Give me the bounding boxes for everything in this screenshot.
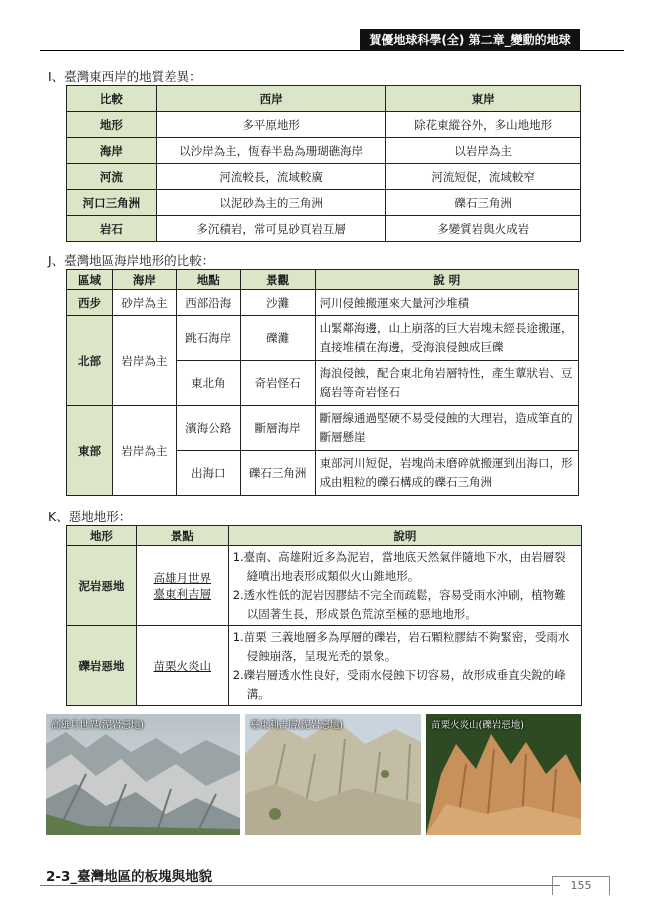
- table-coast-geology: [66, 85, 581, 242]
- table-cell: 以岩岸為主: [386, 138, 581, 164]
- section-k-title: K、惡地地形：: [48, 509, 132, 524]
- page-number: 155: [552, 876, 610, 895]
- desc-item: 1.臺南、高雄附近多為泥岩，當地底天然氣伴隨地下水，由岩層裂縫噴出地表形成類似火山錐地形。: [232, 549, 566, 583]
- photo-caption: 高雄月世界(泥岩惡地): [51, 720, 144, 731]
- table-cell: 奇岩怪石: [240, 361, 315, 406]
- header-cell: 說明: [228, 526, 581, 546]
- region-cell: 東部: [67, 406, 113, 496]
- table-cell: 河流較長，流域較廣: [156, 164, 386, 190]
- table-cell: 岩岸為主: [112, 316, 176, 406]
- photo-lijia: [245, 714, 421, 835]
- badland-photo-image: [46, 714, 240, 835]
- header-cell: 海岸: [112, 270, 176, 290]
- region-cell: 西步: [67, 290, 113, 316]
- footer-rule: [40, 885, 560, 886]
- photo-moon-world: [46, 714, 240, 835]
- desc-cell: [228, 546, 581, 626]
- header-cell: 西岸: [156, 86, 386, 112]
- header-cell: 說 明: [315, 270, 578, 290]
- table-header-row: [67, 86, 581, 112]
- desc-item: 2.礫岩層透水性良好，受雨水侵蝕下切容易，故形成垂直尖銳的峰溝。: [232, 667, 566, 701]
- desc-cell: [228, 626, 581, 706]
- table-coastal-landforms: [66, 269, 579, 496]
- table-cell: 沙灘: [240, 290, 315, 316]
- table-cell: 跳石海岸: [176, 316, 240, 361]
- table-row: [67, 190, 581, 216]
- spot-name: 苗栗火炎山: [153, 658, 212, 673]
- row-label: 河流: [67, 164, 157, 190]
- table-row: [67, 316, 579, 361]
- photo-caption: 臺東利吉層(泥岩惡地): [250, 720, 343, 731]
- table-cell: 西部沿海: [176, 290, 240, 316]
- badland-photo-image: [426, 714, 581, 835]
- row-label: 海岸: [67, 138, 157, 164]
- header-cell: 地形: [67, 526, 137, 546]
- table-row: [67, 164, 581, 190]
- table-cell: 岩岸為主: [112, 406, 176, 496]
- table-badlands: [66, 525, 582, 706]
- table-cell: 礫石三角洲: [386, 190, 581, 216]
- table-cell: 以沙岸為主，恆春半島為珊瑚礁海岸: [156, 138, 386, 164]
- table-row: [67, 546, 582, 626]
- table-cell: 砂岸為主: [112, 290, 176, 316]
- table-cell: 海浪侵蝕，配合東北角岩層特性，產生蕈狀岩、豆腐岩等奇岩怪石: [315, 361, 578, 406]
- landform-cell: 礫岩惡地: [67, 626, 137, 706]
- table-cell: 出海口: [176, 451, 240, 496]
- landform-cell: 泥岩惡地: [67, 546, 137, 626]
- row-label: 地形: [67, 112, 157, 138]
- spot-cell: [136, 546, 228, 626]
- table-header-row: [67, 526, 582, 546]
- photo-caption: 苗栗火炎山(礫岩惡地): [431, 720, 524, 731]
- table-cell: 濱海公路: [176, 406, 240, 451]
- table-cell: 東北角: [176, 361, 240, 406]
- table-cell: 以泥砂為主的三角洲: [156, 190, 386, 216]
- badland-photo-image: [245, 714, 421, 835]
- spot-name: 臺東利吉層: [153, 586, 212, 601]
- section-j-title: J、臺灣地區海岸地形的比較：: [48, 253, 215, 268]
- section-i-title: I、臺灣東西岸的地質差異：: [48, 69, 202, 84]
- table-cell: 山緊鄰海邊，山上崩落的巨大岩塊未經長途搬運，直接堆積在海邊，受海浪侵蝕成巨礫: [315, 316, 578, 361]
- table-row: [67, 216, 581, 242]
- table-cell: 礫石三角洲: [240, 451, 315, 496]
- table-cell: 除花東縱谷外，多山地地形: [386, 112, 581, 138]
- footer-chapter-title: 2-3_臺灣地區的板塊與地貌: [46, 869, 213, 885]
- header-cell: 景觀: [240, 270, 315, 290]
- header-title: 賀優地球科學(全) 第二章_變動的地球: [360, 29, 580, 51]
- region-cell: 北部: [67, 316, 113, 406]
- row-label: 河口三角洲: [67, 190, 157, 216]
- table-cell: 斷層線通過堅硬不易受侵蝕的大理岩，造成筆直的斷層懸崖: [315, 406, 578, 451]
- table-cell: 多變質岩與火成岩: [386, 216, 581, 242]
- desc-item: 1.苗栗 三義地層多為厚層的礫岩，岩石顆粒膠結不夠緊密，受雨水侵蝕崩落，呈現光禿的景象。: [232, 629, 570, 663]
- header-cell: 區域: [67, 270, 113, 290]
- header-cell: 東岸: [386, 86, 581, 112]
- table-cell: 多沉積岩，常可見砂頁岩互層: [156, 216, 386, 242]
- row-label: 岩石: [67, 216, 157, 242]
- table-cell: 河川侵蝕搬運來大量河沙堆積: [315, 290, 578, 316]
- table-header-row: [67, 270, 579, 290]
- table-row: [67, 290, 579, 316]
- table-row: [67, 406, 579, 451]
- table-row: [67, 626, 582, 706]
- photo-huoyan: [426, 714, 581, 835]
- table-cell: 河流短促，流域較窄: [386, 164, 581, 190]
- table-cell: 礫灘: [240, 316, 315, 361]
- table-row: [67, 138, 581, 164]
- table-cell: 多平原地形: [156, 112, 386, 138]
- header-cell: 景點: [136, 526, 228, 546]
- spot-cell: [136, 626, 228, 706]
- table-cell: 東部河川短促，岩塊尚未磨碎就搬運到出海口，形成由粗粒的礫石構成的礫石三角洲: [315, 451, 578, 496]
- spot-name: 高雄月世界: [153, 570, 212, 585]
- table-cell: 斷層海岸: [240, 406, 315, 451]
- header-cell: 比較: [67, 86, 157, 112]
- desc-item: 2.透水性低的泥岩因膠結不完全而疏鬆，容易受雨水沖刷，植物難以固著生長，形成景色荒涼至極的惡地地形。: [232, 587, 566, 621]
- table-row: [67, 112, 581, 138]
- header-cell: 地點: [176, 270, 240, 290]
